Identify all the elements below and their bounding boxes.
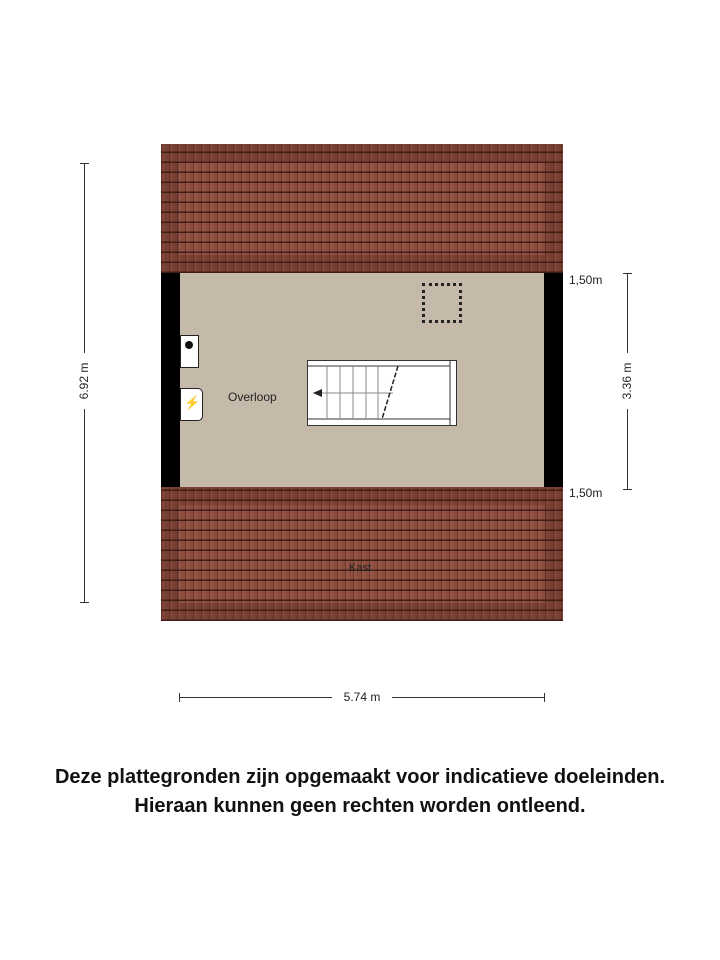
room-label-overloop: Overloop <box>228 390 277 404</box>
dimension-tick <box>80 602 89 603</box>
stair-steps <box>308 361 456 425</box>
dimension-tick <box>179 693 180 702</box>
dimension-tick <box>544 693 545 702</box>
dot-icon <box>185 341 193 349</box>
dimension-label-width: 5.74 m <box>332 690 392 704</box>
wall-left <box>161 273 180 487</box>
staircase <box>307 360 457 426</box>
skylight <box>422 283 462 323</box>
dimension-label-floor-depth: 3.36 m <box>620 353 634 409</box>
roof-bottom <box>161 487 563 621</box>
roof-top <box>161 144 563 273</box>
disclaimer-line-1: Deze plattegronden zijn opgemaakt voor indicatieve doeleinden. <box>54 766 666 788</box>
meter-appliance <box>180 388 203 421</box>
room-label-kast: Kast <box>349 562 372 574</box>
dimension-label-height: 6.92 m <box>77 353 91 409</box>
boiler-appliance <box>180 335 199 368</box>
knee-wall-label-top: 1,50m <box>569 273 603 287</box>
knee-wall-label-bottom: 1,50m <box>569 486 603 500</box>
disclaimer-line-2: Hieraan kunnen geen rechten worden ontleend. <box>134 795 586 817</box>
dimension-tick <box>80 163 89 164</box>
electric-icon: ⚡ <box>184 395 201 410</box>
dimension-tick <box>623 489 632 490</box>
dimension-tick <box>623 273 632 274</box>
wall-right <box>544 273 563 487</box>
